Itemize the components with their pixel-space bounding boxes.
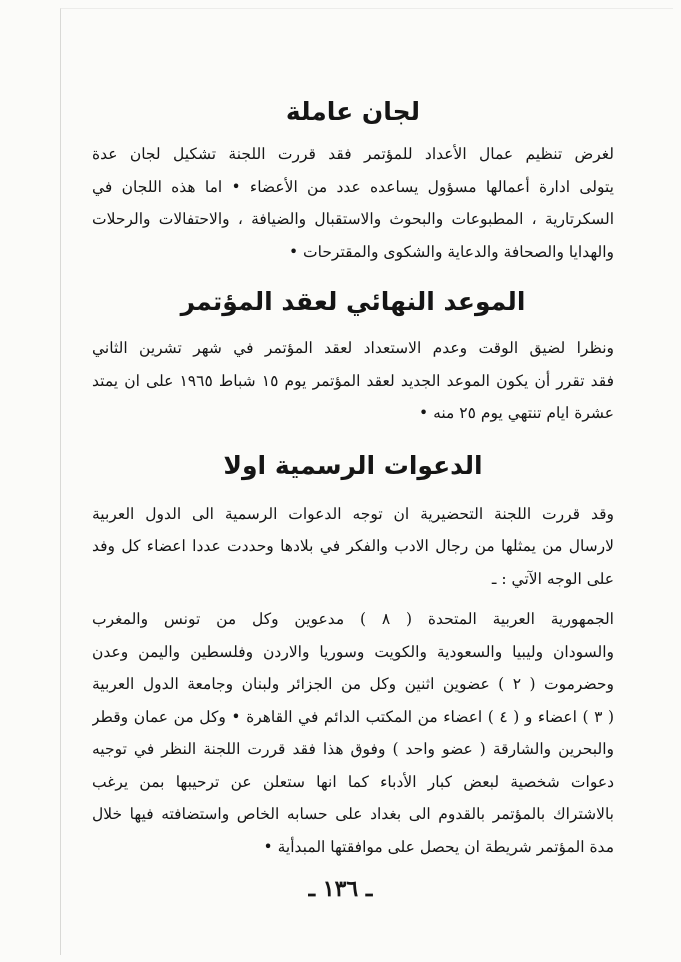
text-line: لغرض تنظيم عمال الأعداد للمؤتمر فقد قررت اللجنة تشكيل لجان عدة [92, 145, 614, 163]
text-line: وقد قررت اللجنة التحضيرية ان توجه الدعوات الرسمية الى الدول العربية [92, 504, 614, 523]
text-line: دعوات شخصية لبعض كبار الأدباء كما انها ستعلن عن ترحيبها بمن يرغب [92, 772, 614, 791]
text-line: بالاشتراك بالمؤتمر بالقدوم الى بغداد على حسابه الخاص واستضافته فيها خلال [92, 805, 614, 823]
section-title-final-date: الموعد النهائي لعقد المؤتمر [180, 287, 526, 316]
text-line: ( ٣ ) اعضاء و ( ٤ ) اعضاء من المكتب الدائم في القاهرة • وكل من عمان وقطر [92, 707, 614, 726]
text-line: لارسال من يمثلها من رجال الادب والفكر في بلادها وحددت عددا اعضاء كل وفد [92, 537, 614, 555]
text-line: السكرتارية ، المطبوعات والبحوث والاستقبال والضيافة ، والاحتفالات والرحلات [92, 210, 614, 228]
text-line: فقد تقرر أن يكون الموعد الجديد لعقد المؤتمر يوم ١٥ شباط ١٩٦٥ على ان يمتد [92, 371, 614, 390]
text-line: الجمهورية العربية المتحدة ( ٨ ) مدعوين وكل من تونس والمغرب [92, 610, 614, 628]
paragraph-working-committees [92, 138, 614, 268]
text-line: والبحرين والشارقة ( عضو واحد ) وفوق هذا فقد قررت اللجنة النظر في توجيه [92, 740, 614, 758]
text-line: على الوجه الآتي : ـ [491, 569, 614, 588]
section-title-working-committees: لجان عاملة [285, 97, 421, 126]
section-title-official-invitations: الدعوات الرسمية اولا [223, 450, 483, 480]
text-line: ونظرا لضيق الوقت وعدم الاستعداد لعقد المؤتمر في شهر تشرين الثاني [92, 339, 614, 357]
page-number: ـ ١٣٦ ـ [308, 876, 373, 902]
text-line: والسودان وليبيا والسعودية والكويت وسوريا والاردن وفلسطين واليمن وعدن [92, 642, 614, 661]
paragraph-final-date [92, 332, 614, 430]
page-content [92, 92, 614, 871]
text-line: مدة المؤتمر شريطة ان يحصل على موافقتها المبدأية • [263, 837, 614, 856]
paragraph-invitations-detail [92, 603, 614, 863]
paragraph-invitations-intro [92, 498, 614, 596]
text-line: عشرة ايام تنتهي يوم ٢٥ منه • [419, 404, 614, 422]
text-line: يتولى ادارة أعمالها مسؤول يساعده عدد من الأعضاء • اما هذه اللجان في [92, 177, 614, 196]
text-line: والهدايا والصحافة والدعاية والشكوى والمقترحات • [288, 242, 614, 261]
text-line: وحضرموت ( ٢ ) عضوين اثنين وكل من الجزائر ولبنان وجامعة الدول العربية [92, 675, 614, 693]
